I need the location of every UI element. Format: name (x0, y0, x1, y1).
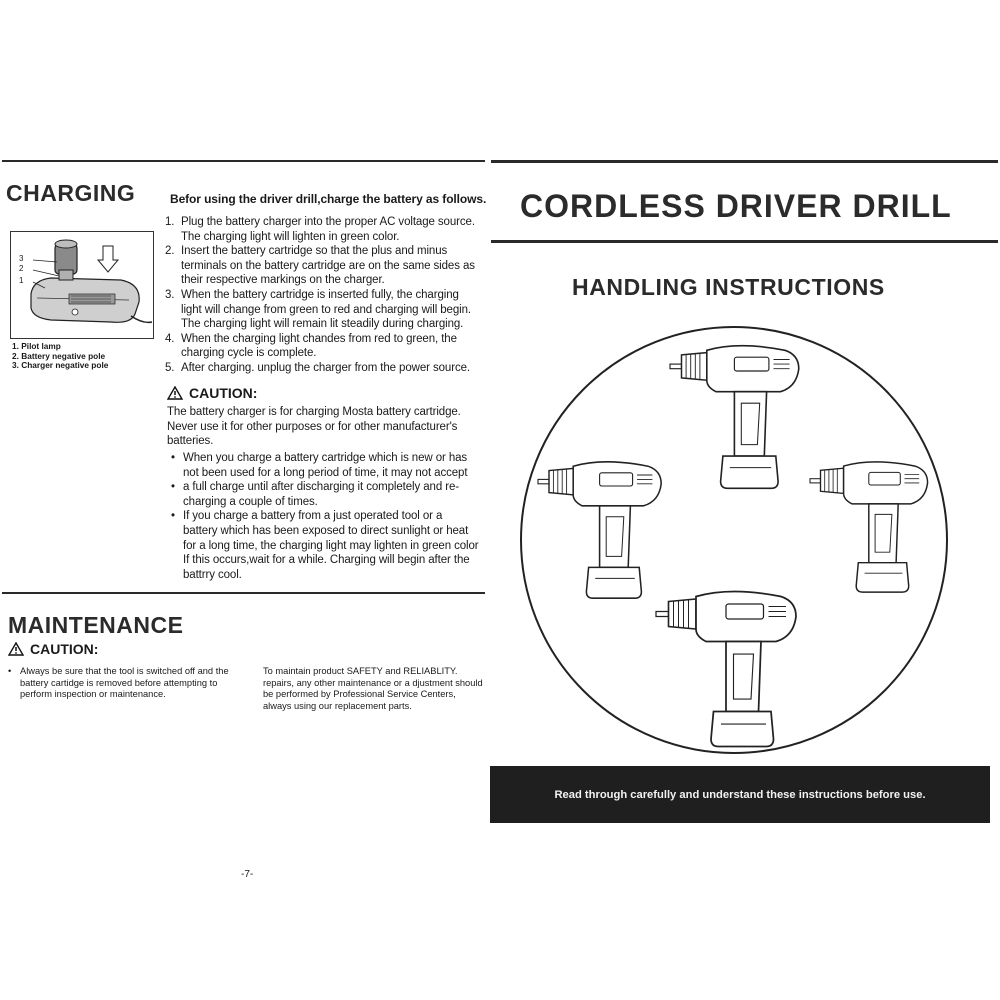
callout-3: 3 (19, 254, 24, 263)
right-title-rule (491, 240, 998, 243)
legend-item: 3. Charger negative pole (12, 360, 109, 371)
caution-intro: The battery charger is for charging Mosta battery cartridge. Never use it for other purposes or for other manufacturer's batteries. (167, 406, 461, 448)
maintenance-right-text: To maintain product SAFETY and RELIABLITY. repairs, any other maintenance or a djustment should be performed by Professional Service Centers, always using our replacement parts. (263, 666, 483, 711)
left-top-rule (2, 160, 485, 162)
figure-legend (12, 342, 108, 371)
legend-item: 1. Pilot lamp (12, 341, 61, 351)
product-title: CORDLESS DRIVER DRILL (520, 188, 952, 224)
caution-heading-charging: CAUTION: (167, 385, 257, 401)
warning-triangle-icon (8, 642, 24, 656)
charging-step: 3. When the battery cartridge is inserted fully, the charging light will change from green to red and charging will begin. The charging light will remain lit steadily during charging. (165, 288, 471, 331)
caution-heading-maintenance: CAUTION: (8, 641, 98, 657)
charging-step: 1. Plug the battery charger into the proper AC voltage source. The charging light will lighten in green color. (165, 216, 475, 243)
instructions-banner (490, 766, 990, 823)
charging-step: 4. When the charging light chandes from red to green, the charging cycle is complete. (165, 332, 457, 360)
charging-intro: Befor using the driver drill,charge the battery as follows. (170, 192, 487, 206)
charging-steps (165, 215, 477, 376)
caution-bullet: • a full charge until after discharging it completely and re-charging a couple of times. (171, 481, 459, 508)
legend-item: 2. Battery negative pole (12, 350, 106, 361)
callout-1: 1 (19, 276, 24, 285)
caution-bullet: • If you charge a battery from a just operated tool or a battery which has been exposed to direct sunlight or heat for a long time, the charging light may lighten in green color If this occurs,wait for a while. Charging will begin after the battrry cool. (171, 510, 479, 581)
right-top-rule (491, 160, 998, 163)
charging-step: 2. Insert the battery cartridge so that the plus and minus terminals on the battery cartridge are on the same sides as their respective markings on the charger. (165, 245, 475, 287)
charging-heading: CHARGING (6, 180, 136, 206)
maintenance-rule (2, 592, 485, 594)
caution-bullets (167, 451, 479, 582)
warning-triangle-icon (167, 386, 183, 400)
caution-bullet: • When you charge a battery cartridge which is new or has not been used for a long period of time, it may not accept (171, 452, 468, 479)
charger-figure (10, 231, 154, 339)
maintenance-left-text: • Always be sure that the tool is switched off and the battery cartidge is removed before attempting to perform inspection or maintenance. (8, 666, 229, 700)
page-number: -7- (241, 869, 254, 880)
charging-step: 5. After charging. unplug the charger from the power source. (165, 361, 470, 374)
charger-illustration (11, 232, 153, 338)
handling-subtitle: HANDLING INSTRUCTIONS (572, 274, 885, 300)
drill-illustration-circle (518, 324, 950, 756)
maintenance-heading: MAINTENANCE (8, 612, 184, 638)
banner-text: Read through carefully and understand these instructions before use. (554, 788, 926, 801)
callout-2: 2 (19, 264, 24, 273)
